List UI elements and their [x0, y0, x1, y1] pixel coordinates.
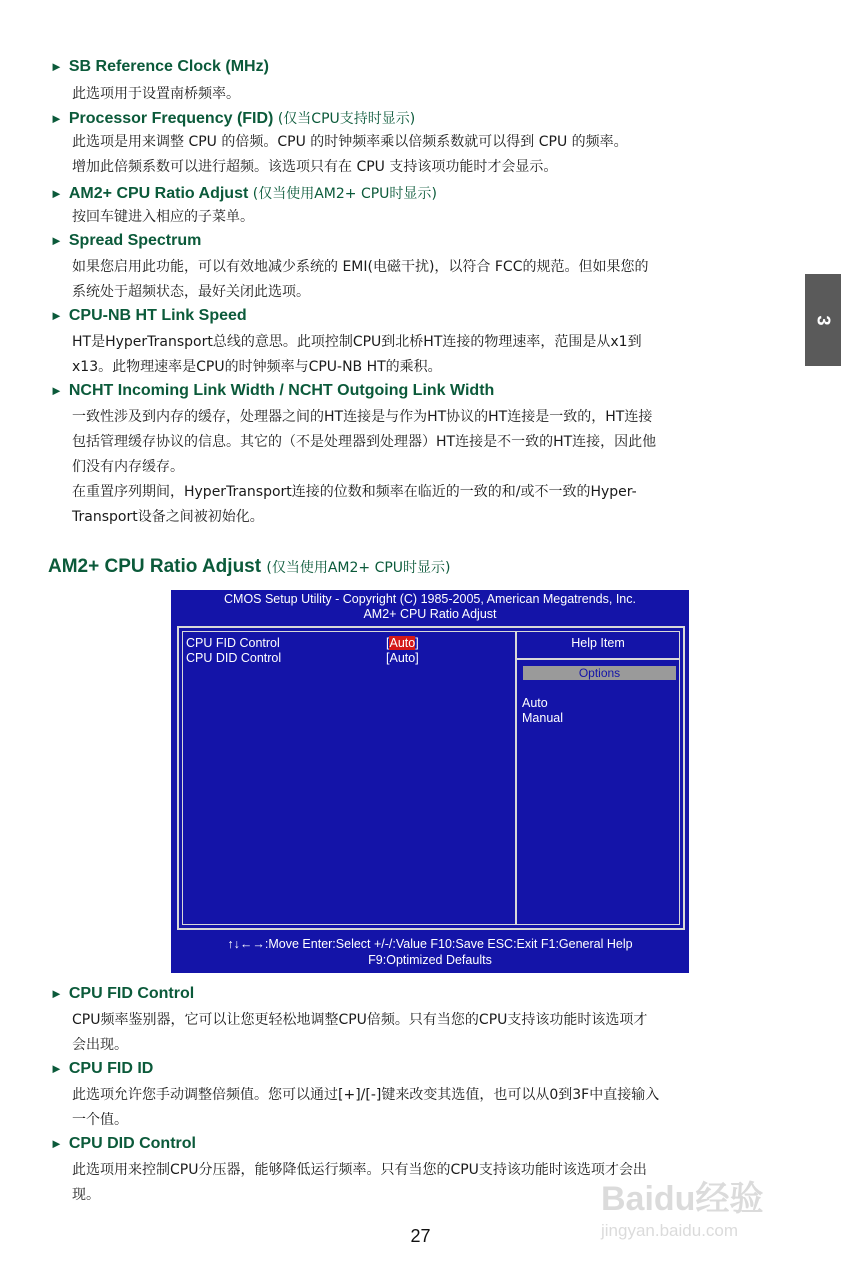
bios-column-divider	[515, 632, 517, 924]
bios-defaults-hint: F9:Optimized Defaults	[368, 953, 492, 967]
chapter-tab: 3	[805, 274, 841, 366]
triangle-bullet-icon: ►	[50, 986, 63, 1001]
bios-frame	[177, 626, 685, 930]
watermark-brand: Baidu经验	[601, 1180, 764, 1218]
paragraph-cpu-nb-ht-link-speed: HT是HyperTransport总线的意思。此项控制CPU到北桥HT连接的物理速率，范围是从x1到 x13。此物理速率是CPU的时钟频率与CPU-NB HT的乘积。	[72, 334, 642, 375]
bios-screen	[171, 590, 689, 973]
paragraph-ncht-link-width: 一致性涉及到内存的缓存，处理器之间的HT连接是与作为HT协议的HT连接是一致的，HT连接 包括管理缓存协议的信息。其它的（不是处理器到处理器）HT连接是不一致的HT连接，因此他 们没有内存缓存。 在重置序列期间，HyperTransport连接的位数和频率在临近的一致的和/或不一致的Hyper- Transport设备之间被初始化。	[72, 409, 657, 525]
triangle-bullet-icon: ►	[50, 383, 63, 398]
paragraph-cpu-did-control: 此选项用来控制CPU分压器，能够降低运行频率。只有当您的CPU支持该功能时该选项才会出 现。	[72, 1162, 647, 1203]
paragraph-am2-cpu-ratio-adjust: 按回车键进入相应的子菜单。	[72, 209, 254, 225]
bios-key-legend: ↑↓←→:Move Enter:Select +/-/:Value F10:Save ESC:Exit F1:General Help	[227, 937, 633, 951]
option-manual[interactable]: Manual	[522, 711, 563, 725]
paragraph-processor-frequency: 此选项是用来调整 CPU 的倍频。CPU 的时钟频率乘以倍频系数就可以得到 CPU 的频率。 增加此倍频系数可以进行超频。该选项只有在 CPU 支持该项功能时才会显示。	[72, 134, 628, 175]
triangle-bullet-icon: ►	[50, 233, 63, 248]
triangle-bullet-icon: ►	[50, 1136, 63, 1151]
heading-cpu-did-control: ► CPU DID Control	[50, 1135, 196, 1152]
heading-ncht-link-width: ► NCHT Incoming Link Width / NCHT Outgoing Link Width	[50, 382, 495, 399]
heading-am2-cpu-ratio-adjust: ► AM2+ CPU Ratio Adjust (仅当使用AM2+ CPU时显示)	[50, 185, 437, 202]
option-auto[interactable]: Auto	[522, 696, 548, 710]
paragraph-cpu-fid-control: CPU频率鉴别器，它可以让您更轻松地调整CPU倍频。只有当您的CPU支持该功能时该选项才 会出现。	[72, 1012, 648, 1053]
help-item-title: Help Item	[571, 636, 625, 650]
watermark-url: jingyan.baidu.com	[601, 1221, 739, 1240]
heading-processor-frequency: ► Processor Frequency (FID) (仅当CPU支持时显示)	[50, 110, 416, 127]
heading-cpu-nb-ht-link-speed: ► CPU-NB HT Link Speed	[50, 307, 247, 324]
bios-value-cpu-did-control[interactable]: [Auto]	[386, 651, 419, 665]
bios-inner-frame	[182, 631, 680, 925]
bios-help-separator	[517, 658, 679, 660]
triangle-bullet-icon: ►	[50, 308, 63, 323]
triangle-bullet-icon: ►	[50, 111, 63, 126]
bios-header	[171, 592, 689, 622]
bios-footer	[171, 936, 689, 968]
options-label: Options	[523, 666, 676, 680]
bios-value-cpu-fid-control[interactable]: [Auto]	[386, 636, 419, 650]
heading-cpu-fid-id: ► CPU FID ID	[50, 1060, 154, 1077]
bios-row-cpu-did-control[interactable]: CPU DID Control	[186, 651, 282, 665]
heading-sb-reference-clock: ► SB Reference Clock (MHz)	[50, 58, 269, 75]
paragraph-sb-reference-clock: 此选项用于设置南桥频率。	[72, 86, 240, 102]
paragraph-cpu-fid-id: 此选项允许您手动调整倍频值。您可以通过[+]/[-]键来改变其选值，也可以从0到3F中直接输入 一个值。	[72, 1087, 660, 1128]
bios-row-cpu-fid-control[interactable]: CPU FID Control	[186, 636, 280, 650]
bios-menu-title: AM2+ CPU Ratio Adjust	[363, 607, 497, 621]
section-title: AM2+ CPU Ratio Adjust (仅当使用AM2+ CPU时显示)	[48, 556, 451, 577]
triangle-bullet-icon: ►	[50, 186, 63, 201]
paragraph-spread-spectrum: 如果您启用此功能，可以有效地减少系统的 EMI(电磁干扰)，以符合 FCC的规范。但如果您的 系统处于超频状态，最好关闭此选项。	[72, 259, 649, 300]
heading-cpu-fid-control: ► CPU FID Control	[50, 985, 195, 1002]
bios-copyright: CMOS Setup Utility - Copyright (C) 1985-2005, American Megatrends, Inc.	[224, 592, 636, 606]
heading-spread-spectrum: ► Spread Spectrum	[50, 232, 202, 249]
page-number: 27	[410, 1226, 431, 1246]
triangle-bullet-icon: ►	[50, 1061, 63, 1076]
triangle-bullet-icon: ►	[50, 59, 63, 74]
